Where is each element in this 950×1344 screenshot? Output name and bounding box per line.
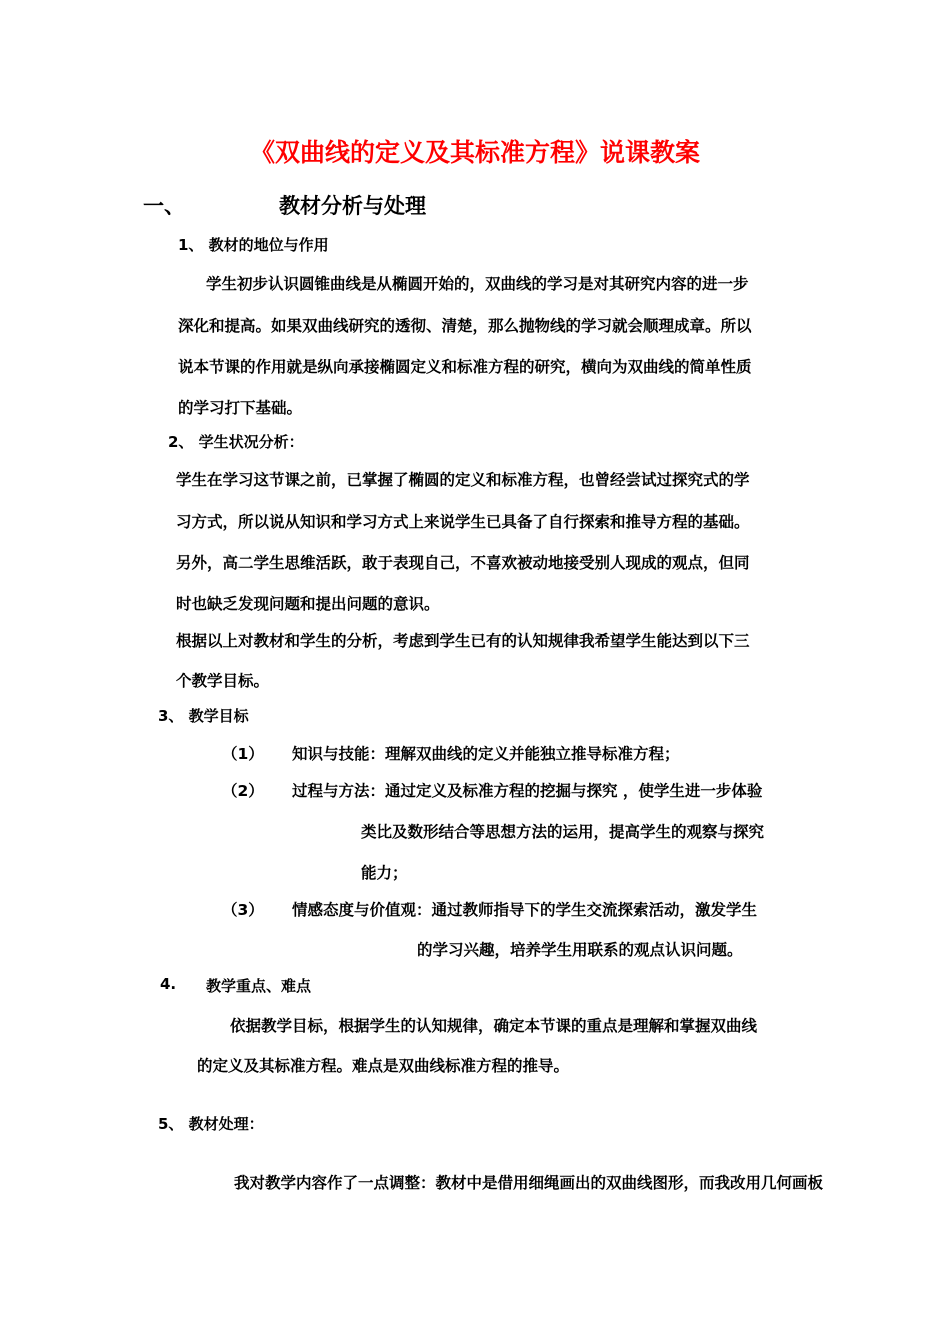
paragraph-line: 依据教学目标，根据学生的认知规律，确定本节课的重点是理解和掌握双曲线: [230, 1017, 758, 1035]
goal-number: （3）: [222, 901, 264, 919]
paragraph-line: 深化和提高。如果双曲线研究的透彻、清楚，那么抛物线的学习就会顺理成章。所以: [178, 317, 752, 335]
section-heading: 教材分析与处理: [279, 194, 426, 218]
goal-text: 能力；: [361, 864, 408, 882]
goal-text: 知识与技能：理解双曲线的定义并能独立推导标准方程；: [292, 745, 680, 763]
goal-number: （2）: [222, 782, 264, 800]
goal-text: 情感态度与价值观：通过教师指导下的学生交流探索活动，激发学生: [292, 901, 758, 919]
subsection-heading-2: 2、 学生状况分析：: [168, 433, 304, 451]
goal-text: 的学习兴趣，培养学生用联系的观点认识问题。: [417, 941, 743, 959]
paragraph-line: 说本节课的作用就是纵向承接椭圆定义和标准方程的研究，横向为双曲线的简单性质: [178, 358, 752, 376]
subsection-number-4: 4.: [160, 975, 177, 993]
paragraph-line: 根据以上对教材和学生的分析，考虑到学生已有的认知规律我希望学生能达到以下三: [176, 632, 750, 650]
goal-text: 类比及数形结合等思想方法的运用，提高学生的观察与探究: [361, 823, 765, 841]
paragraph-line: 习方式，所以说从知识和学习方式上来说学生已具备了自行探索和推导方程的基础。: [176, 513, 750, 531]
goal-number: （1）: [222, 745, 264, 763]
paragraph-line: 我对教学内容作了一点调整：教材中是借用细绳画出的双曲线图形，而我改用几何画板: [234, 1174, 824, 1192]
document-title: 《双曲线的定义及其标准方程》说课教案: [249, 138, 700, 167]
subsection-heading-4: 教学重点、难点: [206, 977, 312, 995]
goal-text: 过程与方法：通过定义及标准方程的挖掘与探究 ，使学生进一步体验: [292, 782, 763, 800]
paragraph-line: 学生在学习这节课之前，已掌握了椭圆的定义和标准方程，也曾经尝试过探究式的学: [176, 471, 750, 489]
subsection-heading-5: 5、 教材处理：: [158, 1115, 264, 1133]
subsection-heading-3: 3、 教学目标: [158, 707, 249, 725]
section-number: 一、: [143, 194, 185, 218]
paragraph-line: 另外，高二学生思维活跃，敢于表现自己，不喜欢被动地接受别人现成的观点，但同: [176, 554, 750, 572]
paragraph-line: 个教学目标。: [176, 672, 270, 690]
paragraph-line: 时也缺乏发现问题和提出问题的意识。: [176, 595, 440, 613]
paragraph-line: 的定义及其标准方程。难点是双曲线标准方程的推导。: [197, 1057, 570, 1075]
paragraph-line: 学生初步认识圆锥曲线是从椭圆开始的，双曲线的学习是对其研究内容的进一步: [206, 275, 749, 293]
paragraph-line: 的学习打下基础。: [178, 399, 303, 417]
subsection-heading-1: 1、 教材的地位与作用: [178, 236, 329, 254]
